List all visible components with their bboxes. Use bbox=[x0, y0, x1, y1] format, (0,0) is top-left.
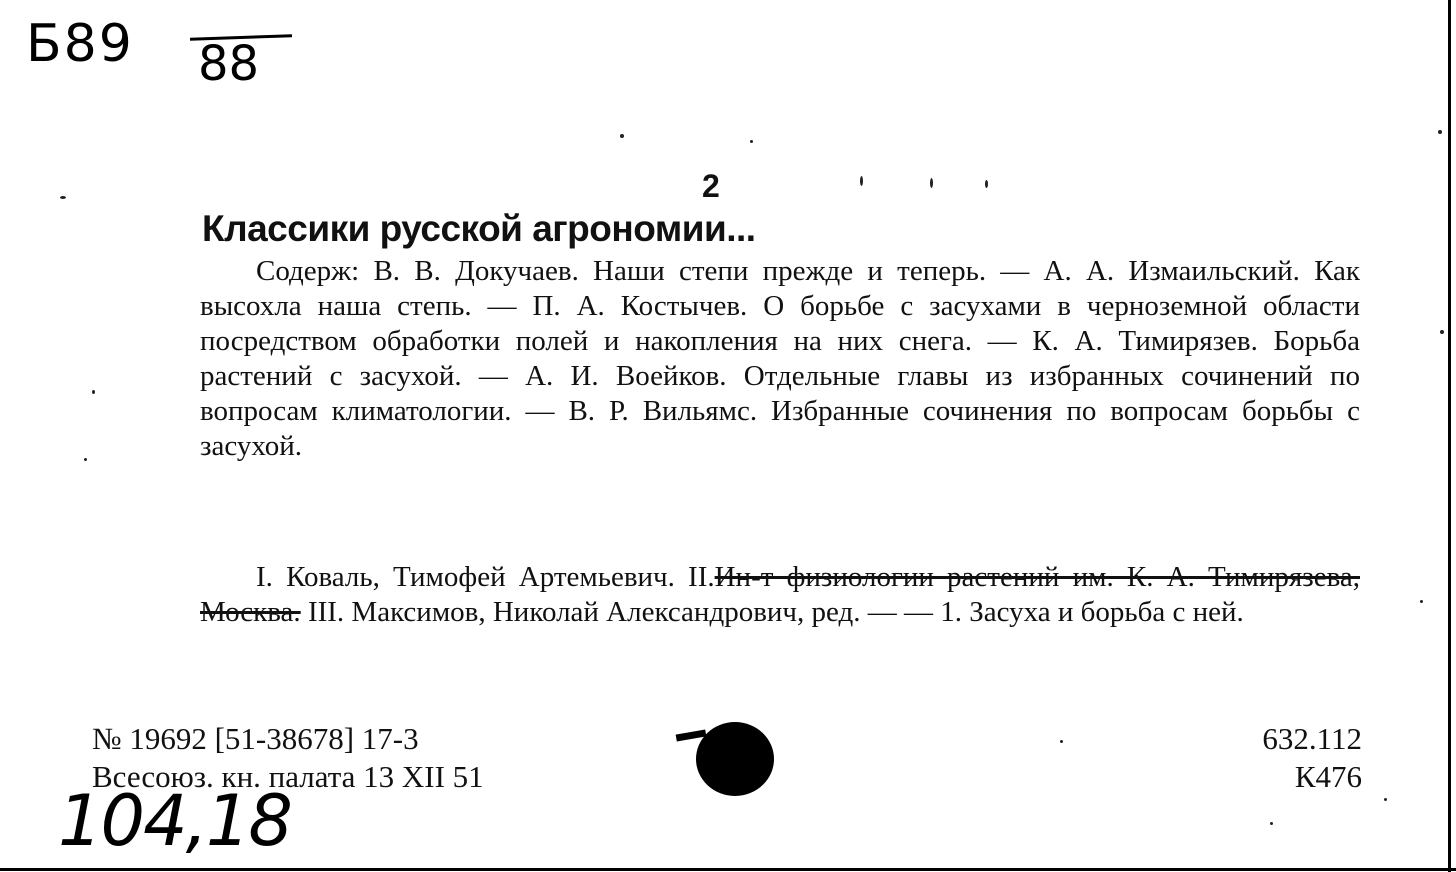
author-mark: К476 bbox=[1294, 759, 1362, 794]
call-mark-right: 88 bbox=[198, 36, 260, 92]
scan-speck bbox=[985, 180, 988, 188]
scan-speck bbox=[620, 134, 624, 138]
book-chamber-date: Всесоюз. кн. палата 13 XII 51 bbox=[92, 759, 484, 794]
tracings-text bbox=[200, 560, 1360, 630]
scan-speck bbox=[84, 458, 87, 461]
tracing-part2: III. Максимов, Николай Александрович, ред. — — 1. Засуха и борьба с ней. bbox=[300, 596, 1244, 628]
scan-speck bbox=[1420, 600, 1423, 603]
contents-note bbox=[200, 254, 1360, 464]
scan-speck bbox=[1060, 740, 1063, 743]
card-title: Классики русской агрономии... bbox=[202, 208, 756, 249]
card-number: 2 bbox=[702, 168, 720, 204]
scan-speck bbox=[1384, 798, 1387, 801]
punch-hole bbox=[696, 722, 774, 796]
scan-speck bbox=[1438, 130, 1442, 134]
scan-speck bbox=[1440, 330, 1444, 334]
tracing-struck: Ин-т физиологии растений им. К. А. Тимирязева, Москва. bbox=[200, 561, 1360, 628]
card-border-right bbox=[1448, 0, 1451, 872]
scan-speck bbox=[860, 176, 863, 186]
scan-speck bbox=[92, 390, 95, 394]
footer-right bbox=[1212, 720, 1362, 796]
tracings bbox=[200, 560, 1360, 630]
scan-speck bbox=[930, 178, 933, 188]
scan-speck bbox=[750, 140, 753, 143]
card-border-bottom bbox=[0, 868, 1456, 871]
call-mark-left: Б89 bbox=[26, 14, 134, 74]
registration-number: № 19692 [51-38678] 17-3 bbox=[92, 721, 419, 756]
handwritten-inventory-number: 104,18 bbox=[58, 780, 291, 862]
scan-speck bbox=[1270, 822, 1273, 825]
udc-class: 632.112 bbox=[1262, 721, 1362, 756]
scan-speck bbox=[60, 196, 66, 199]
tracing-part1: I. Коваль, Тимофей Артемьевич. II. bbox=[256, 561, 715, 593]
contents-text: Содерж: В. В. Докучаев. Наши степи прежде и теперь. — А. А. Измаильский. Как высохла наша степь. — П. А. Костычев. О борьбе с засухами в черноземной области посредством обработки полей и накопления на них снега. — К. А. Тимирязев. Борьба растений с засухой. — А. И. Воейков. Отдельные главы из избранных сочинений по вопросам климатологии. — В. Р. Вильямс. Избранные сочинения по вопросам борьбы с засухой. bbox=[200, 255, 1360, 462]
